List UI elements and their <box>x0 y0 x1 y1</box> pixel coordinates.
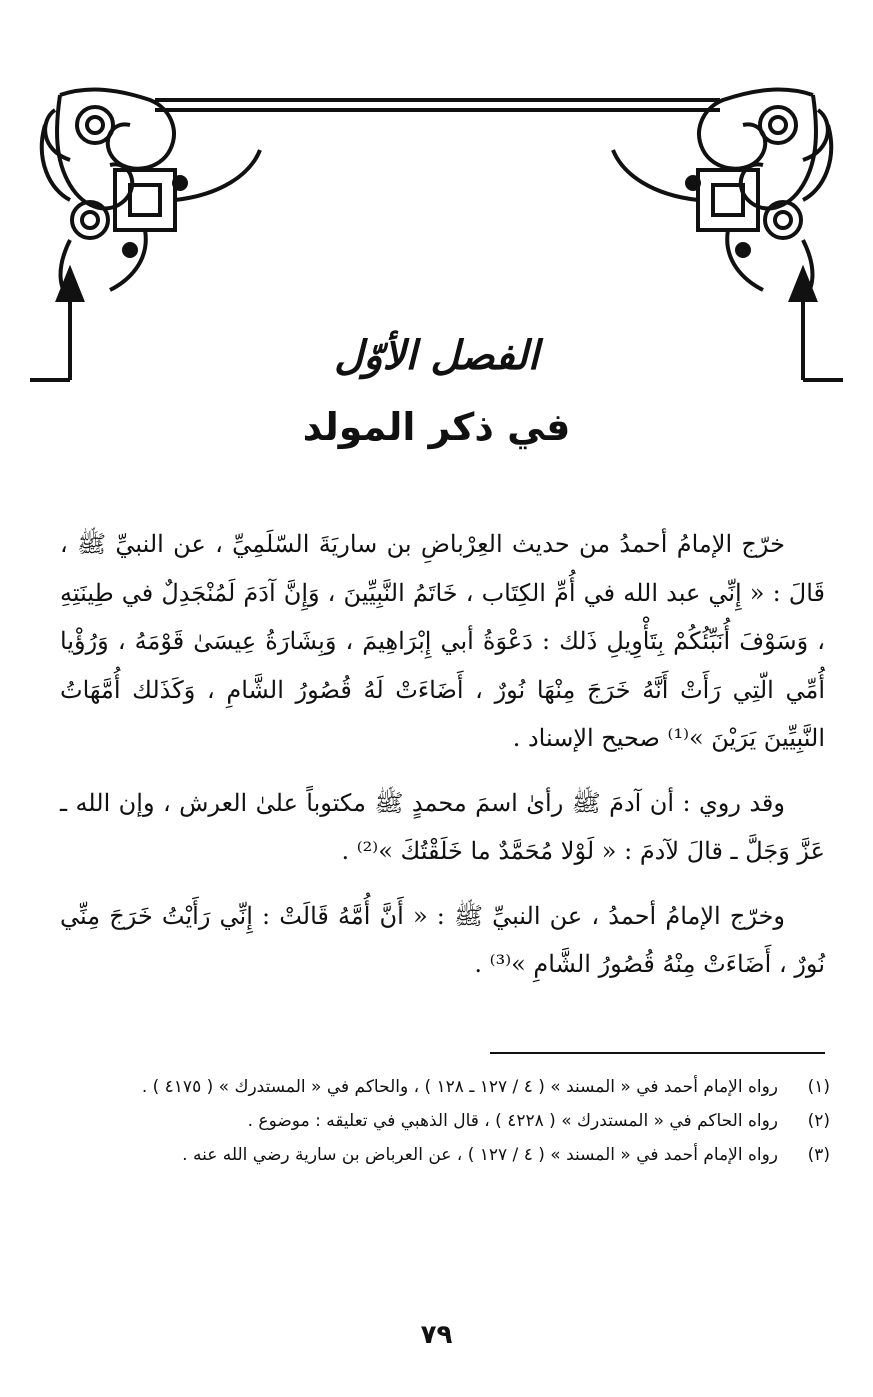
paragraph: خرّج الإمامُ أحمدُ من حديث العِرْباضِ بن ساريَةَ السّلَمِيِّ ، عن النبيِّ ﷺ ، قَالَ : « إِنِّي عبد الله في أُمِّ الكِتَاب ، خَاتَمُ النَّبِيِّينَ ، وَإِنَّ آدَمَ لَمُنْجَدِلٌ في طِينَتِهِ ، وَسَوْفَ أُنَبِّئُكُمْ بِتَأْوِيلِ ذَلك : دَعْوَةُ أبي إِبْرَاهِيمَ ، وَبِشَارَةُ عِيسَىٰ قَوْمَهُ ، وَرُؤْيا أُمِّي الّتِي رَأَتْ أَنَّهُ خَرَجَ مِنْهَا نُورٌ ، أَضَاءَتْ لَهُ قُصُورُ الشَّامِ ، وَكَذَلك أُمَّهَاتُ النَّبِيِّينَ يَرَيْنَ »⁽¹⁾ صحيح الإسناد . <box>60 530 825 752</box>
footnote-number: (٢) <box>807 1111 830 1131</box>
footnote <box>60 1070 830 1104</box>
footnote <box>60 1104 830 1138</box>
main-text <box>60 520 825 989</box>
chapter-title: في ذكر المولد <box>302 405 571 449</box>
footnote-divider <box>490 1052 825 1054</box>
paragraph: وخرّج الإمامُ أحمدُ ، عن النبيِّ ﷺ : « أَنَّ أُمَّهُ قَالَتْ : إِنِّي رَأَيْتُ خَرَجَ مِنِّي نُورٌ ، أَضَاءَتْ مِنْهُ قُصُورُ الشَّامِ »⁽³⁾ . <box>60 901 825 978</box>
page-number: ٧٩ <box>420 1320 453 1350</box>
paragraph: وقد روي : أن آدمَ ﷺ رأىٰ اسمَ محمدٍ ﷺ مكتوباً علىٰ العرش ، وإن الله ـ عَزَّ وَجَلَّ ـ قالَ لآدمَ : « لَوْلا مُحَمَّدٌ ما خَلَقْتُكَ »⁽²⁾ . <box>60 788 825 865</box>
footnote-number: (٣) <box>807 1145 830 1165</box>
footnote-text: رواه الحاكم في « المستدرك » ( ٤٢٢٨ ) ، قال الذهبي في تعليقه : موضوع . <box>247 1111 778 1131</box>
footnote <box>60 1138 830 1172</box>
footnotes <box>60 1070 830 1172</box>
chapter-label: الفصل الأوّل <box>334 332 539 379</box>
footnote-number: (١) <box>807 1077 830 1097</box>
footnote-text: رواه الإمام أحمد في « المسند » ( ٤ / ١٢٧ ـ ١٢٨ ) ، والحاكم في « المستدرك » ( ٤١٧٥ ) . <box>141 1077 778 1097</box>
footnote-text: رواه الإمام أحمد في « المسند » ( ٤ / ١٢٧ ) ، عن العرباض بن سارية رضي الله عنه . <box>182 1145 778 1165</box>
